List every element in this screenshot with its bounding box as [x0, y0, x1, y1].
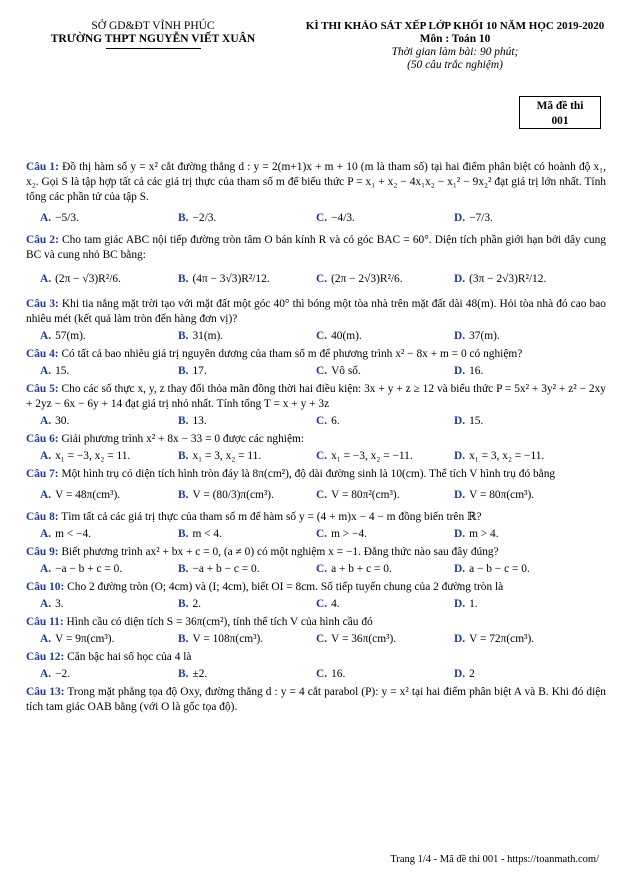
answer-option[interactable] [316, 483, 400, 507]
answer-option[interactable] [178, 526, 222, 542]
header-underline [106, 48, 201, 49]
answer-options [26, 666, 606, 682]
option-text: m > 4. [469, 528, 499, 540]
answer-option[interactable] [454, 561, 530, 577]
answer-option[interactable] [40, 328, 86, 344]
question-number: Câu 8: [26, 511, 59, 523]
answer-options [26, 328, 606, 344]
option-letter: C. [316, 450, 328, 462]
question-text: Trong mặt phẳng tọa độ Oxy, đường thẳng d : y = 4 cắt parabol (P): y = x² tại hai điểm phân biệt A và B. Khi đó diện tích tam giác OAB bằng (với O là gốc tọa độ). [26, 686, 606, 713]
option-text: x₁ = 3, x₂ = 11. [192, 450, 262, 462]
answer-option[interactable] [454, 328, 500, 344]
answer-option[interactable] [454, 206, 493, 230]
answer-options [26, 264, 606, 294]
option-text: 15. [55, 365, 70, 377]
answer-option[interactable] [40, 363, 69, 379]
question-text: Đồ thị hàm số y = x² cắt đường thẳng d : y = 2(m+1)x + m + 10 (m là tham số) tại hai điểm phân biệt có hoành độ x₁, x₂. Gọi S là tập hợp tất cả các giá trị thực của tham số m để biểu thức P = x₁ + x₂ − 4x₁x₂ − x₁² − 9x₂² đạt giá trị lớn nhất. Tính tổng các phần tử của tập S. [26, 161, 606, 203]
answer-option[interactable] [40, 666, 70, 682]
question-text: Có tất cả bao nhiêu giá trị nguyên dương của tham số m để phương trình x² − 8x + m = 0 có nghiệm? [61, 348, 523, 360]
question [26, 347, 606, 362]
option-text: Vô số. [331, 365, 361, 377]
answer-option[interactable] [316, 526, 367, 542]
option-letter: C. [316, 668, 328, 680]
answer-options [26, 596, 606, 612]
answer-option[interactable] [178, 596, 201, 612]
option-letter: A. [40, 563, 52, 575]
answer-option[interactable] [454, 526, 499, 542]
subject: Môn : Toán 10 [419, 33, 491, 45]
option-letter: C. [316, 365, 328, 377]
question-text: Cho tam giác ABC nội tiếp đường tròn tâm O bán kính R và có góc BAC = 60°. Diện tích phần giới hạn bởi dây cung BC và cung nhỏ BC bằng: [26, 234, 606, 261]
option-text: −a − b + c = 0. [55, 563, 123, 575]
option-letter: D. [454, 450, 466, 462]
option-text: 2. [192, 598, 201, 610]
option-text: 13. [192, 415, 207, 427]
answer-options [26, 448, 606, 464]
question-text: Tìm tất cả các giá trị thực của tham số m để hàm số y = (4 + m)x − 4 − m đồng biến trên ℝ? [61, 511, 482, 523]
option-text: 17. [192, 365, 207, 377]
option-letter: C. [316, 330, 328, 342]
answer-option[interactable] [178, 363, 207, 379]
option-text: 37(m). [469, 330, 500, 342]
answer-option[interactable] [316, 264, 403, 294]
option-text: ±2. [192, 668, 208, 680]
question [26, 650, 606, 665]
answer-option[interactable] [454, 666, 475, 682]
question-text: Cho các số thực x, y, z thay đổi thỏa mãn đồng thời hai điều kiện: 3x + y + z ≥ 12 và biểu thức P = 5x² + 3y² + z² − 2xy + 2yz − 6x − 6y + 14 đạt giá trị nhỏ nhất. Tính tổng T = x + y + 3z [26, 383, 606, 410]
option-letter: C. [316, 273, 328, 285]
answer-option[interactable] [40, 413, 69, 429]
option-text: a − b − c = 0. [469, 563, 530, 575]
option-letter: C. [316, 563, 328, 575]
option-text: V = 80π²(cm³). [331, 489, 400, 501]
option-letter: B. [178, 450, 189, 462]
question [26, 233, 606, 263]
question [26, 545, 606, 560]
option-text: V = (80/3)π(cm³). [192, 489, 274, 501]
answer-options [26, 561, 606, 577]
option-letter: D. [454, 489, 466, 501]
question [26, 685, 606, 715]
option-letter: A. [40, 598, 52, 610]
answer-option[interactable] [316, 328, 362, 344]
answer-option[interactable] [178, 328, 223, 344]
option-letter: A. [40, 668, 52, 680]
option-text: 15. [469, 415, 484, 427]
option-text: V = 80π(cm³). [469, 489, 535, 501]
option-letter: D. [454, 330, 466, 342]
option-letter: B. [178, 668, 189, 680]
option-letter: D. [454, 273, 466, 285]
answer-options [26, 363, 606, 379]
option-text: x₁ = 3, x₂ = −11. [469, 450, 545, 462]
question [26, 297, 606, 327]
answer-option[interactable] [40, 631, 114, 647]
option-letter: B. [178, 563, 189, 575]
option-letter: D. [454, 668, 466, 680]
option-text: V = 36π(cm³). [331, 633, 397, 645]
option-text: (2π − √3)R²/6. [55, 273, 121, 285]
question-number: Câu 2: [26, 234, 59, 246]
duration: Thời gian làm bài: 90 phút; [391, 46, 519, 58]
option-letter: D. [454, 365, 466, 377]
option-letter: B. [178, 489, 189, 501]
answer-option[interactable] [454, 448, 544, 464]
question-text: Cho 2 đường tròn (O; 4cm) và (I; 4cm), biết OI = 8cm. Số tiếp tuyến chung của 2 đường tròn là [67, 581, 504, 593]
option-letter: A. [40, 212, 52, 224]
answer-option[interactable] [454, 596, 478, 612]
question [26, 467, 606, 482]
answer-option[interactable] [316, 363, 361, 379]
answer-option[interactable] [40, 448, 130, 464]
question-text: Biết phương trình ax² + bx + c = 0, (a ≠ 0) có một nghiệm x = −1. Đẳng thức nào sau đây đúng? [61, 546, 499, 558]
option-letter: A. [40, 489, 52, 501]
answer-option[interactable] [40, 206, 79, 230]
question [26, 382, 606, 412]
option-letter: D. [454, 212, 466, 224]
option-text: −2. [55, 668, 71, 680]
question-number: Câu 9: [26, 546, 59, 558]
answer-option[interactable] [316, 206, 355, 230]
option-letter: D. [454, 528, 466, 540]
question-number: Câu 10: [26, 581, 65, 593]
option-letter: C. [316, 633, 328, 645]
exam-title: KÌ THI KHẢO SÁT XẾP LỚP KHỐI 10 NĂM HỌC 2019-2020 [305, 20, 605, 32]
answer-option[interactable] [40, 596, 64, 612]
question-text: Khi tia nắng mặt trời tạo với mặt đất một góc 40° thì bóng một tòa nhà trên mặt đất dài 48(m). Hỏi tòa nhà đó cao bao nhiêu mét (kết quả làm tròn đến hàng đơn vị)? [26, 298, 606, 325]
question-text: Căn bậc hai số học của 4 là [67, 651, 192, 663]
answer-option[interactable] [178, 206, 216, 230]
option-text: V = 72π(cm³). [469, 633, 535, 645]
question-number: Câu 13: [26, 686, 65, 698]
option-letter: B. [178, 633, 189, 645]
option-letter: B. [178, 365, 189, 377]
school-name: TRƯỜNG THPT NGUYỄN VIẾT XUÂN [50, 33, 256, 45]
answer-option[interactable] [454, 413, 483, 429]
answer-option[interactable] [178, 483, 274, 507]
option-letter: C. [316, 528, 328, 540]
answer-option[interactable] [454, 264, 546, 294]
answer-option[interactable] [316, 413, 340, 429]
answer-option[interactable] [316, 631, 396, 647]
answer-option[interactable] [40, 483, 120, 507]
page-footer: Trang 1/4 - Mã đề thi 001 - https://toanmath.com/ [390, 854, 599, 865]
answer-option[interactable] [40, 526, 91, 542]
question-number: Câu 12: [26, 651, 65, 663]
option-text: m < −4. [55, 528, 92, 540]
option-letter: A. [40, 633, 52, 645]
answer-option[interactable] [178, 413, 207, 429]
option-text: 3. [55, 598, 64, 610]
answer-option[interactable] [178, 264, 270, 294]
question-number: Câu 3: [26, 298, 59, 310]
option-text: −2/3. [192, 212, 217, 224]
option-text: −4/3. [331, 212, 355, 224]
option-text: 1. [469, 598, 478, 610]
question [26, 160, 606, 205]
option-text: x₁ = −3, x₂ = 11. [55, 450, 131, 462]
option-text: 6. [331, 415, 340, 427]
option-text: V = 108π(cm³). [192, 633, 264, 645]
department-name: SỞ GD&ĐT VĨNH PHÚC [91, 20, 215, 32]
option-text: 16. [469, 365, 484, 377]
option-text: m > −4. [331, 528, 368, 540]
option-letter: B. [178, 212, 189, 224]
option-text: (2π − 2√3)R²/6. [331, 273, 403, 285]
answer-option[interactable] [40, 561, 122, 577]
option-letter: A. [40, 415, 52, 427]
question [26, 510, 606, 525]
exam-code-box [519, 96, 601, 129]
option-text: −7/3. [469, 212, 493, 224]
answer-option[interactable] [316, 561, 392, 577]
option-text: V = 9π(cm³). [55, 633, 115, 645]
question-text: Một hình trụ có diện tích hình tròn đáy là 8π(cm²), độ dài đường sinh là 10(cm). Thể tích V hình trụ đó bằng [61, 468, 556, 480]
question-count: (50 câu trắc nghiệm) [407, 59, 503, 71]
option-letter: D. [454, 598, 466, 610]
question-number: Câu 1: [26, 161, 59, 173]
answer-option[interactable] [178, 631, 263, 647]
answer-option[interactable] [178, 666, 207, 682]
answer-option[interactable] [178, 561, 260, 577]
option-text: −5/3. [55, 212, 79, 224]
option-letter: D. [454, 633, 466, 645]
option-letter: C. [316, 598, 328, 610]
answer-option[interactable] [316, 666, 345, 682]
option-letter: A. [40, 365, 52, 377]
question [26, 580, 606, 595]
option-text: 2 [469, 668, 475, 680]
question-number: Câu 11: [26, 616, 64, 628]
option-letter: B. [178, 415, 189, 427]
option-text: (4π − 3√3)R²/12. [192, 273, 270, 285]
option-text: m < 4. [192, 528, 222, 540]
option-text: 16. [331, 668, 346, 680]
option-letter: A. [40, 330, 52, 342]
option-text: V = 48π(cm³). [55, 489, 121, 501]
option-text: 31(m). [192, 330, 224, 342]
header-right [305, 20, 605, 72]
option-letter: A. [40, 528, 52, 540]
option-letter: C. [316, 415, 328, 427]
question-list [26, 160, 606, 716]
option-letter: B. [178, 273, 189, 285]
option-letter: B. [178, 528, 189, 540]
option-letter: B. [178, 330, 189, 342]
answer-option[interactable] [454, 483, 534, 507]
exam-code-value: 001 [551, 115, 569, 127]
answer-option[interactable] [316, 596, 340, 612]
option-letter: A. [40, 273, 52, 285]
option-letter: B. [178, 598, 189, 610]
answer-options [26, 206, 606, 230]
question [26, 432, 606, 447]
option-letter: C. [316, 489, 328, 501]
option-text: 30. [55, 415, 70, 427]
option-letter: C. [316, 212, 328, 224]
answer-option[interactable] [40, 264, 121, 294]
option-letter: A. [40, 450, 52, 462]
exam-code-label: Mã đề thi [536, 100, 584, 112]
question-text: Giải phương trình x² + 8x − 33 = 0 được các nghiệm: [61, 433, 305, 445]
answer-options [26, 631, 606, 647]
answer-option[interactable] [178, 448, 261, 464]
question-number: Câu 6: [26, 433, 59, 445]
question-text: Hình cầu có diện tích S = 36π(cm²), tính thể tích V của hình cầu đó [66, 616, 373, 628]
question-number: Câu 5: [26, 383, 59, 395]
option-text: a + b + c = 0. [331, 563, 392, 575]
option-text: x₁ = −3, x₂ = −11. [331, 450, 413, 462]
question-number: Câu 4: [26, 348, 59, 360]
option-text: 4. [331, 598, 340, 610]
option-letter: D. [454, 563, 466, 575]
answer-options [26, 413, 606, 429]
answer-option[interactable] [316, 448, 413, 464]
question [26, 615, 606, 630]
option-text: 40(m). [331, 330, 362, 342]
answer-options [26, 526, 606, 542]
option-letter: D. [454, 415, 466, 427]
header-left [38, 20, 268, 49]
option-text: 57(m). [55, 330, 86, 342]
answer-option[interactable] [454, 631, 534, 647]
option-text: −a + b − c = 0. [192, 563, 260, 575]
question-number: Câu 7: [26, 468, 59, 480]
answer-options [26, 483, 606, 507]
option-text: (3π − 2√3)R²/12. [469, 273, 547, 285]
answer-option[interactable] [454, 363, 483, 379]
